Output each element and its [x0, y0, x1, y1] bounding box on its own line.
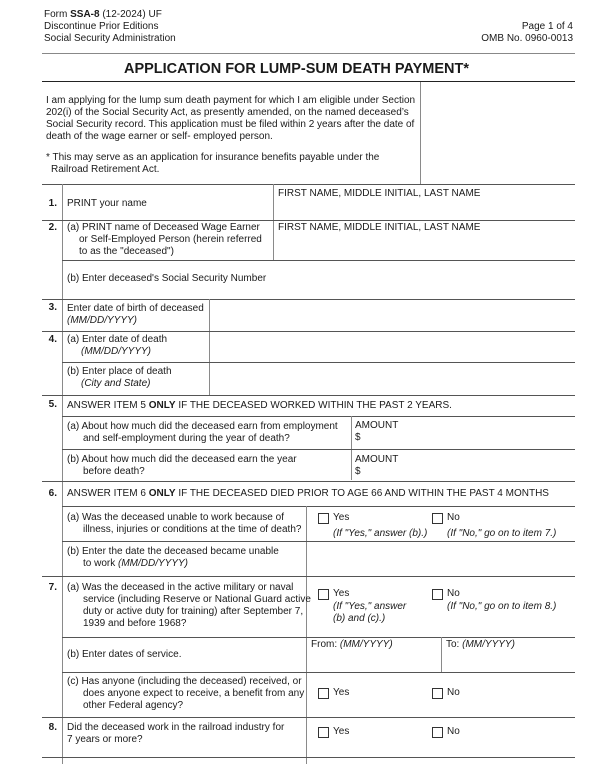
applicant-name-field[interactable]: FIRST NAME, MIDDLE INITIAL, LAST NAME [278, 188, 481, 199]
rule [62, 672, 575, 673]
earnings-year-before-field[interactable]: AMOUNT $ [355, 454, 399, 477]
q7c-yes-checkbox[interactable] [318, 688, 329, 699]
omb-number: OMB No. 0960-0013 [481, 33, 573, 44]
page-title: APPLICATION FOR LUMP-SUM DEATH PAYMENT* [123, 61, 470, 77]
q5b-label: (b) About how much did the deceased earn the year [67, 454, 297, 465]
q1-label: PRINT your name [67, 198, 147, 209]
item-number: 8. [48, 722, 57, 733]
q8-yes-checkbox[interactable] [318, 727, 329, 738]
rule [42, 481, 575, 482]
q7a-yes-checkbox[interactable] [318, 589, 329, 600]
date-of-death-field[interactable] [210, 332, 574, 362]
title-rule [42, 81, 575, 82]
number-column-divider [62, 184, 63, 764]
q2a-label: (a) PRINT name of Deceased Wage Earner [67, 222, 260, 233]
date-of-birth-field[interactable] [210, 300, 574, 331]
q3-label: Enter date of birth of deceased [67, 303, 204, 314]
unable-to-work-date-field[interactable] [307, 542, 574, 575]
item-number: 6. [48, 488, 57, 499]
form-number: Form SSA-8 (12-2024) UF [44, 9, 162, 20]
q4a-label: (a) Enter date of death [67, 334, 168, 345]
q6a-yes-checkbox[interactable] [318, 513, 329, 524]
rule [62, 506, 575, 507]
deceased-name-field[interactable]: FIRST NAME, MIDDLE INITIAL, LAST NAME [278, 222, 481, 233]
q4b-label: (b) Enter place of death [67, 366, 172, 377]
q6a-label: (a) Was the deceased unable to work because of [67, 512, 284, 523]
earnings-year-of-death-field[interactable]: AMOUNT $ [355, 420, 399, 443]
rule [42, 717, 575, 718]
item-number: 1. [48, 198, 57, 209]
agency-name: Social Security Administration [44, 33, 176, 44]
service-from-field[interactable]: From: (MM/YYYY) [311, 639, 393, 650]
item-number: 4. [48, 334, 57, 345]
rule [42, 576, 575, 577]
item-number: 2. [48, 222, 57, 233]
item-number: 3. [48, 302, 57, 313]
page-number: Page 1 of 4 [521, 21, 573, 32]
q7c-label: (c) Has anyone (including the deceased) received, or [67, 676, 302, 687]
q7a-label: (a) Was the deceased in the active military or naval [67, 582, 294, 593]
rule [62, 260, 575, 261]
q7b-label: (b) Enter dates of service. [67, 649, 182, 660]
q8-label: Did the deceased work in the railroad industry for [67, 722, 285, 733]
q5a-label: (a) About how much did the deceased earn from employment [67, 421, 338, 432]
q5-instruction: ANSWER ITEM 5 ONLY IF THE DECEASED WORKED WITHIN THE PAST 2 YEARS. [67, 400, 452, 411]
intro-divider [420, 82, 421, 184]
q8-no-checkbox[interactable] [432, 727, 443, 738]
header-rule [42, 53, 575, 54]
ssn-field[interactable] [275, 262, 573, 297]
q7c-no-checkbox[interactable] [432, 688, 443, 699]
q2b-label: (b) Enter deceased's Social Security Number [67, 273, 267, 284]
q6b-label: (b) Enter the date the deceased became unable [67, 546, 279, 557]
item-number: 7. [48, 582, 57, 593]
rule [42, 395, 575, 396]
q6a-no-checkbox[interactable] [432, 513, 443, 524]
rule [42, 757, 575, 758]
discontinue-note: Discontinue Prior Editions [44, 21, 159, 32]
q7a-no-checkbox[interactable] [432, 589, 443, 600]
place-of-death-field[interactable] [210, 363, 574, 395]
service-to-field[interactable]: To: (MM/YYYY) [446, 639, 515, 650]
item-number: 5. [48, 399, 57, 410]
q6-instruction: ANSWER ITEM 6 ONLY IF THE DECEASED DIED PRIOR TO AGE 66 AND WITHIN THE PAST 4 MONTHS [67, 488, 549, 499]
